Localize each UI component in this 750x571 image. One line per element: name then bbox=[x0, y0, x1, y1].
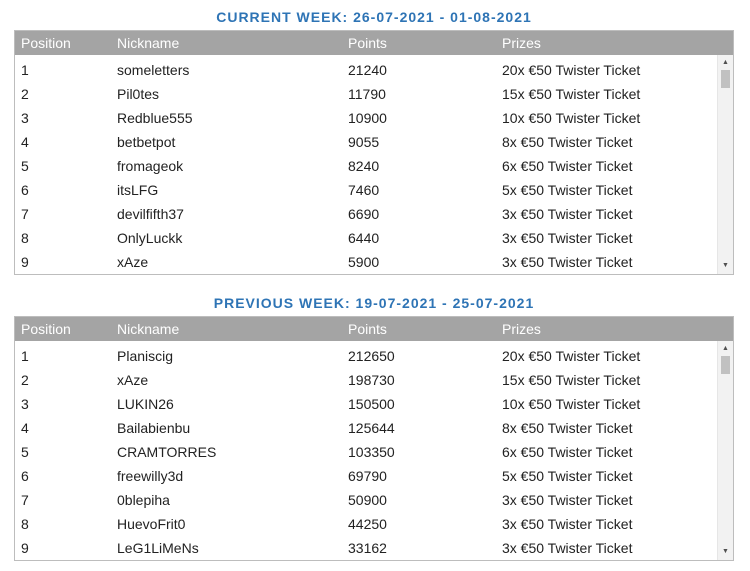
cell-points: 9055 bbox=[348, 134, 380, 150]
table-row bbox=[15, 226, 733, 250]
current-week-section bbox=[14, 6, 734, 275]
scroll-thumb[interactable] bbox=[721, 70, 730, 88]
cell-prize: 15x €50 Twister Ticket bbox=[502, 372, 641, 388]
table-row bbox=[15, 512, 733, 536]
table-row bbox=[15, 392, 733, 416]
cell-nickname: Redblue555 bbox=[117, 110, 193, 126]
cell-points: 10900 bbox=[348, 110, 387, 126]
cell-points: 11790 bbox=[348, 86, 386, 102]
previous-week-body[interactable] bbox=[15, 341, 733, 560]
cell-prize: 10x €50 Twister Ticket bbox=[502, 396, 641, 412]
cell-nickname: Bailabienbu bbox=[117, 420, 191, 436]
table-header bbox=[15, 31, 733, 55]
table-row bbox=[15, 488, 733, 512]
scrollbar[interactable] bbox=[717, 55, 733, 274]
cell-nickname: someletters bbox=[117, 62, 190, 78]
cell-prize: 8x €50 Twister Ticket bbox=[502, 134, 633, 150]
header-nickname: Nickname bbox=[117, 35, 180, 51]
table-row bbox=[15, 202, 733, 226]
cell-position: 1 bbox=[21, 348, 29, 364]
cell-nickname: itsLFG bbox=[117, 182, 159, 198]
triangle-up-icon[interactable]: ▲ bbox=[722, 59, 729, 66]
cell-nickname: betbetpot bbox=[117, 134, 176, 150]
cell-position: 2 bbox=[21, 86, 29, 102]
cell-prize: 6x €50 Twister Ticket bbox=[502, 158, 633, 174]
header-position: Position bbox=[21, 35, 71, 51]
table-row bbox=[15, 58, 733, 82]
cell-position: 2 bbox=[21, 372, 29, 388]
cell-points: 7460 bbox=[348, 182, 380, 198]
cell-position: 6 bbox=[21, 182, 29, 198]
previous-week-section bbox=[14, 292, 734, 561]
table-row bbox=[15, 130, 733, 154]
cell-position: 4 bbox=[21, 420, 29, 436]
header-prizes: Prizes bbox=[502, 35, 541, 51]
scroll-thumb[interactable] bbox=[721, 356, 730, 374]
table-row bbox=[15, 344, 733, 368]
header-points: Points bbox=[348, 321, 387, 337]
cell-nickname: devilfifth37 bbox=[117, 206, 184, 222]
cell-position: 8 bbox=[21, 230, 29, 246]
triangle-up-icon[interactable]: ▲ bbox=[722, 345, 729, 352]
cell-prize: 6x €50 Twister Ticket bbox=[502, 444, 633, 460]
cell-points: 103350 bbox=[348, 444, 395, 460]
cell-position: 3 bbox=[21, 110, 29, 126]
table-row bbox=[15, 250, 733, 274]
header-position: Position bbox=[21, 321, 71, 337]
cell-position: 6 bbox=[21, 468, 29, 484]
cell-prize: 3x €50 Twister Ticket bbox=[502, 206, 633, 222]
previous-week-table bbox=[14, 316, 734, 561]
table-row bbox=[15, 464, 733, 488]
cell-position: 7 bbox=[21, 492, 29, 508]
cell-prize: 3x €50 Twister Ticket bbox=[502, 230, 633, 246]
table-row bbox=[15, 106, 733, 130]
scrollbar[interactable] bbox=[717, 341, 733, 560]
cell-nickname: Planiscig bbox=[117, 348, 174, 364]
cell-position: 7 bbox=[21, 206, 29, 222]
cell-nickname: Pil0tes bbox=[117, 86, 160, 102]
previous-week-title: PREVIOUS WEEK: 19-07-2021 - 25-07-2021 bbox=[213, 295, 535, 311]
cell-position: 4 bbox=[21, 134, 29, 150]
cell-nickname: CRAMTORRES bbox=[117, 444, 217, 460]
cell-position: 5 bbox=[21, 444, 29, 460]
cell-prize: 3x €50 Twister Ticket bbox=[502, 516, 633, 532]
cell-nickname: HuevoFrit0 bbox=[117, 516, 186, 532]
table-row bbox=[15, 440, 733, 464]
cell-points: 69790 bbox=[348, 468, 387, 484]
cell-points: 50900 bbox=[348, 492, 387, 508]
table-row bbox=[15, 178, 733, 202]
cell-prize: 8x €50 Twister Ticket bbox=[502, 420, 633, 436]
cell-prize: 5x €50 Twister Ticket bbox=[502, 468, 633, 484]
cell-prize: 3x €50 Twister Ticket bbox=[502, 540, 633, 556]
table-row bbox=[15, 368, 733, 392]
cell-points: 6690 bbox=[348, 206, 380, 222]
cell-prize: 20x €50 Twister Ticket bbox=[502, 348, 641, 364]
table-header bbox=[15, 317, 733, 341]
cell-position: 1 bbox=[21, 62, 29, 78]
cell-points: 21240 bbox=[348, 62, 387, 78]
cell-prize: 3x €50 Twister Ticket bbox=[502, 254, 633, 270]
cell-points: 6440 bbox=[348, 230, 380, 246]
header-prizes: Prizes bbox=[502, 321, 541, 337]
triangle-down-icon[interactable]: ▼ bbox=[722, 262, 729, 269]
table-row bbox=[15, 82, 733, 106]
cell-points: 125644 bbox=[348, 420, 395, 436]
triangle-down-icon[interactable]: ▼ bbox=[722, 548, 729, 555]
cell-points: 44250 bbox=[348, 516, 387, 532]
cell-nickname: xAze bbox=[117, 372, 149, 388]
cell-prize: 5x €50 Twister Ticket bbox=[502, 182, 633, 198]
cell-position: 8 bbox=[21, 516, 29, 532]
table-row bbox=[15, 536, 733, 560]
cell-points: 212650 bbox=[348, 348, 395, 364]
cell-points: 150500 bbox=[348, 396, 395, 412]
cell-points: 33162 bbox=[348, 540, 387, 556]
cell-points: 198730 bbox=[348, 372, 395, 388]
cell-position: 9 bbox=[21, 254, 29, 270]
cell-prize: 3x €50 Twister Ticket bbox=[502, 492, 633, 508]
cell-nickname: 0blepiha bbox=[117, 492, 170, 508]
cell-nickname: OnlyLuckk bbox=[117, 230, 183, 246]
cell-nickname: LeG1LiMeNs bbox=[117, 540, 199, 556]
current-week-body[interactable] bbox=[15, 55, 733, 274]
table-row bbox=[15, 154, 733, 178]
cell-nickname: LUKIN26 bbox=[117, 396, 174, 412]
cell-prize: 20x €50 Twister Ticket bbox=[502, 62, 641, 78]
cell-nickname: fromageok bbox=[117, 158, 184, 174]
header-nickname: Nickname bbox=[117, 321, 180, 337]
current-week-table bbox=[14, 30, 734, 275]
cell-position: 5 bbox=[21, 158, 29, 174]
cell-prize: 10x €50 Twister Ticket bbox=[502, 110, 641, 126]
header-points: Points bbox=[348, 35, 387, 51]
cell-prize: 15x €50 Twister Ticket bbox=[502, 86, 641, 102]
current-week-title: CURRENT WEEK: 26-07-2021 - 01-08-2021 bbox=[216, 9, 532, 25]
table-row bbox=[15, 416, 733, 440]
cell-position: 3 bbox=[21, 396, 29, 412]
cell-points: 8240 bbox=[348, 158, 380, 174]
cell-points: 5900 bbox=[348, 254, 380, 270]
cell-position: 9 bbox=[21, 540, 29, 556]
cell-nickname: xAze bbox=[117, 254, 149, 270]
cell-nickname: freewilly3d bbox=[117, 468, 184, 484]
